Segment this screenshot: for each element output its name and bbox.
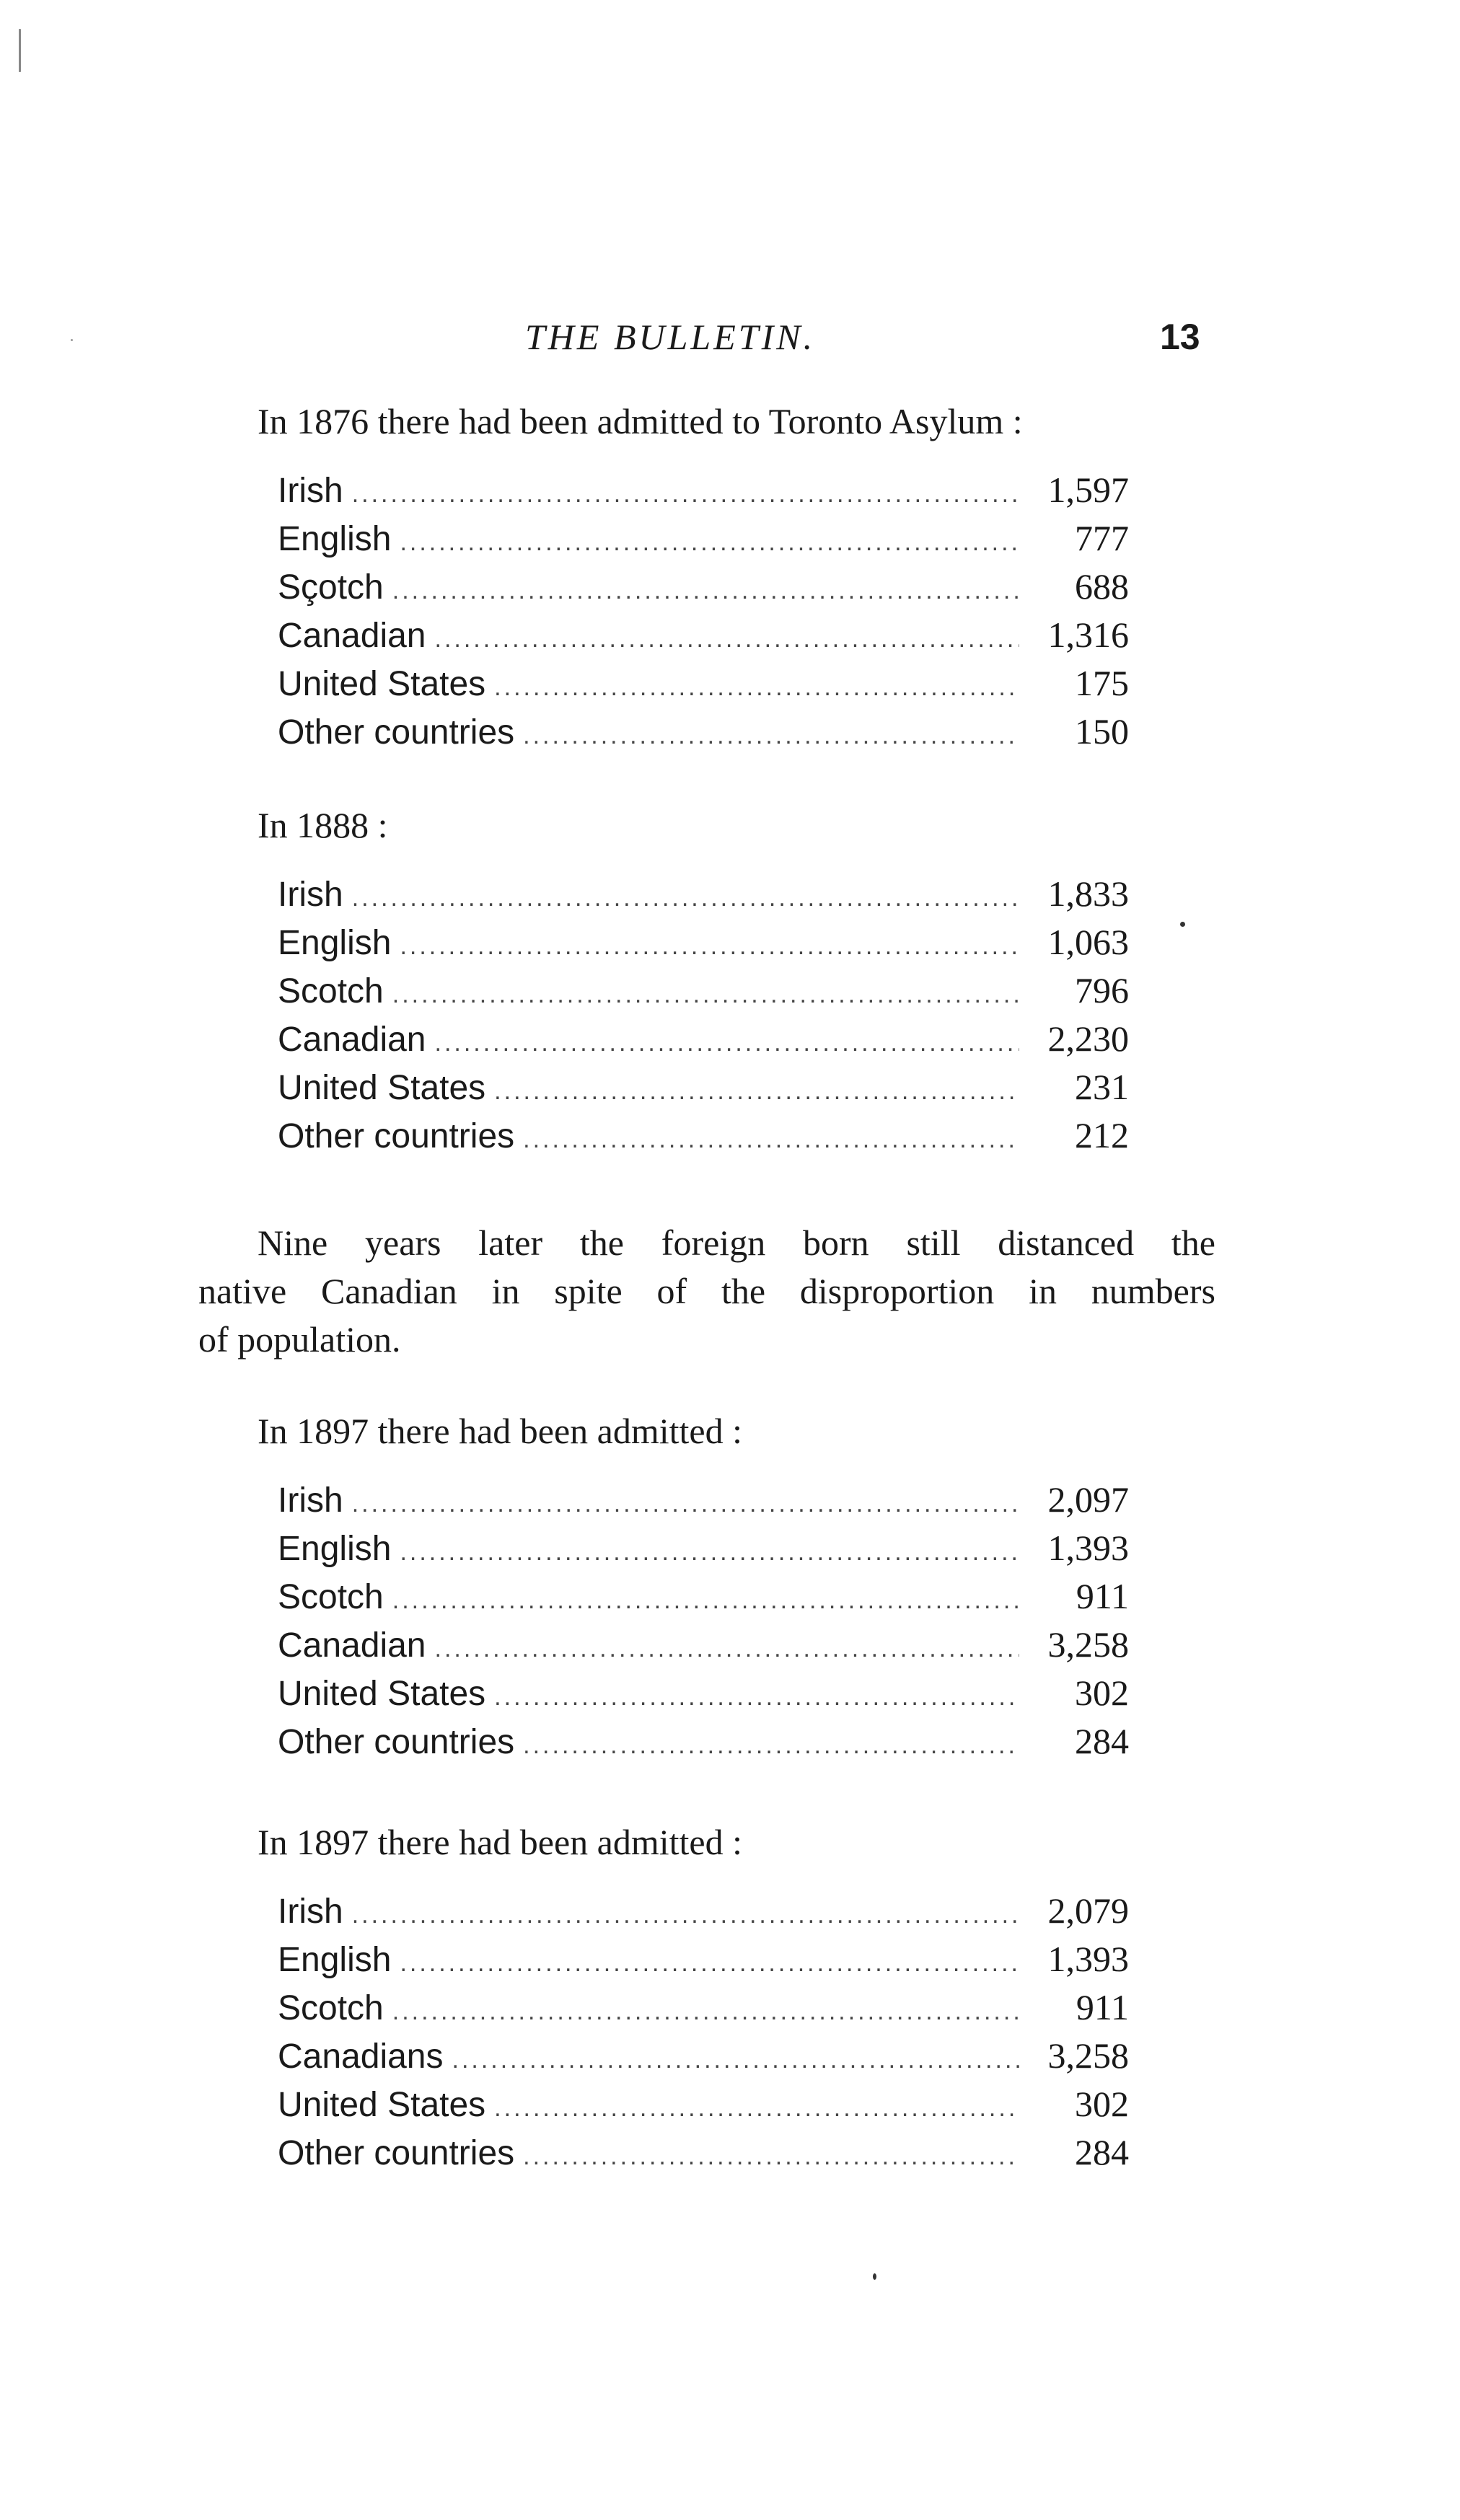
row-label: Other countries	[278, 1117, 515, 1155]
table-row	[278, 2035, 1129, 2083]
table-row	[278, 1890, 1129, 1938]
scan-speck	[71, 339, 73, 341]
row-label: Other countries	[278, 1723, 515, 1761]
row-value: 231	[1075, 1067, 1129, 1107]
dot-leader	[352, 480, 1019, 508]
dot-leader	[392, 1587, 1019, 1615]
table-row	[278, 921, 1129, 969]
dot-leader	[523, 1126, 1019, 1154]
dot-leader	[352, 1490, 1019, 1518]
dot-leader	[392, 1998, 1019, 2026]
dot-leader	[435, 625, 1020, 653]
row-label: Scotch	[278, 1578, 384, 1616]
table-row	[278, 1114, 1129, 1163]
dot-leader	[400, 933, 1019, 961]
table-row	[278, 1018, 1129, 1066]
section-3-table	[278, 1479, 1129, 1768]
dot-leader	[494, 674, 1019, 702]
section-4-intro: In 1897 there had been admitted :	[258, 1822, 742, 1862]
dot-leader	[352, 1901, 1019, 1929]
dot-leader	[400, 1950, 1019, 1978]
paragraph-line: of population.	[198, 1319, 401, 1360]
row-label: Canadian	[278, 1021, 426, 1059]
row-label: Irish	[278, 1481, 343, 1520]
row-value: 302	[1075, 2084, 1129, 2124]
row-value: 1,393	[1047, 1939, 1129, 1979]
row-value: 284	[1075, 2132, 1129, 2172]
row-value: 175	[1075, 663, 1129, 703]
body-paragraph	[198, 1219, 1215, 1364]
dot-leader	[494, 1683, 1019, 1711]
section-1-intro: In 1876 there had been admitted to Toronto Asylum :	[258, 401, 1023, 441]
row-label: United States	[278, 1675, 486, 1713]
running-title: THE BULLETIN.	[525, 317, 816, 357]
dot-leader	[435, 1635, 1020, 1663]
table-row	[278, 2083, 1129, 2131]
dot-leader	[435, 1029, 1020, 1057]
table-row	[278, 565, 1129, 614]
row-label: English	[278, 1941, 392, 1979]
table-row	[278, 1986, 1129, 2035]
row-label: English	[278, 924, 392, 962]
row-label: English	[278, 520, 392, 558]
paragraph-line: Nine years later the foreign born still distanced the	[258, 1222, 1215, 1263]
row-value: 1,833	[1047, 873, 1129, 914]
dot-leader	[523, 722, 1019, 750]
section-2-table	[278, 873, 1129, 1163]
row-label: United States	[278, 1069, 486, 1107]
row-value: 2,230	[1047, 1018, 1129, 1059]
table-row	[278, 614, 1129, 662]
table-row	[278, 662, 1129, 710]
table-row	[278, 710, 1129, 759]
row-value: 1,316	[1047, 614, 1129, 655]
table-row	[278, 1624, 1129, 1672]
table-row	[278, 1672, 1129, 1720]
row-label: Other countries	[278, 713, 515, 752]
row-value: 688	[1075, 566, 1129, 607]
table-row	[278, 1479, 1129, 1527]
page-number: 13	[1160, 317, 1200, 357]
section-3-intro: In 1897 there had been admitted :	[258, 1411, 742, 1451]
scan-speck	[1180, 922, 1185, 927]
row-label: English	[278, 1530, 392, 1568]
dot-leader	[392, 577, 1019, 605]
dot-leader	[523, 1732, 1019, 1760]
row-label: Irish	[278, 876, 343, 914]
row-label: United States	[278, 2086, 486, 2124]
dot-leader	[523, 2143, 1019, 2171]
table-row	[278, 2131, 1129, 2180]
row-label: Canadians	[278, 2037, 444, 2076]
table-row	[278, 1938, 1129, 1986]
row-label: Scotch	[278, 1989, 384, 2027]
paragraph-line: native Canadian in spite of the disproportion in numbers	[198, 1271, 1215, 1311]
row-value: 150	[1075, 711, 1129, 752]
row-label: Scotch	[278, 972, 384, 1010]
row-value: 1,063	[1047, 922, 1129, 962]
dot-leader	[400, 529, 1019, 557]
dot-leader	[494, 1078, 1019, 1106]
table-row	[278, 1720, 1129, 1768]
table-row	[278, 1575, 1129, 1624]
row-value: 1,393	[1047, 1528, 1129, 1568]
section-1-table	[278, 469, 1129, 759]
row-value: 3,258	[1047, 1624, 1129, 1665]
row-value: 2,097	[1047, 1479, 1129, 1520]
row-label: Canadian	[278, 1626, 426, 1665]
scan-speck	[19, 29, 21, 72]
row-label: Sçotch	[278, 568, 384, 607]
row-label: Irish	[278, 1893, 343, 1931]
row-value: 796	[1075, 970, 1129, 1010]
section-4-table	[278, 1890, 1129, 2180]
dot-leader	[494, 2094, 1019, 2123]
table-row	[278, 469, 1129, 517]
row-value: 284	[1075, 1721, 1129, 1761]
row-label: Canadian	[278, 617, 426, 655]
row-label: Irish	[278, 472, 343, 510]
row-value: 1,597	[1047, 470, 1129, 510]
page-header	[0, 316, 1460, 366]
row-value: 2,079	[1047, 1890, 1129, 1931]
row-value: 911	[1076, 1987, 1129, 2027]
dot-leader	[392, 981, 1019, 1009]
table-row	[278, 1527, 1129, 1575]
table-row	[278, 969, 1129, 1018]
row-label: United States	[278, 665, 486, 703]
table-row	[278, 517, 1129, 565]
row-value: 3,258	[1047, 2035, 1129, 2076]
dot-leader	[452, 2046, 1020, 2074]
row-label: Other countries	[278, 2134, 515, 2172]
section-2-intro: In 1888 :	[258, 805, 388, 845]
row-value: 212	[1075, 1115, 1129, 1155]
dot-leader	[352, 884, 1019, 912]
row-value: 911	[1076, 1576, 1129, 1616]
table-row	[278, 873, 1129, 921]
row-value: 777	[1075, 518, 1129, 558]
dot-leader	[400, 1538, 1019, 1567]
row-value: 302	[1075, 1673, 1129, 1713]
scan-speck	[873, 2273, 876, 2280]
table-row	[278, 1066, 1129, 1114]
